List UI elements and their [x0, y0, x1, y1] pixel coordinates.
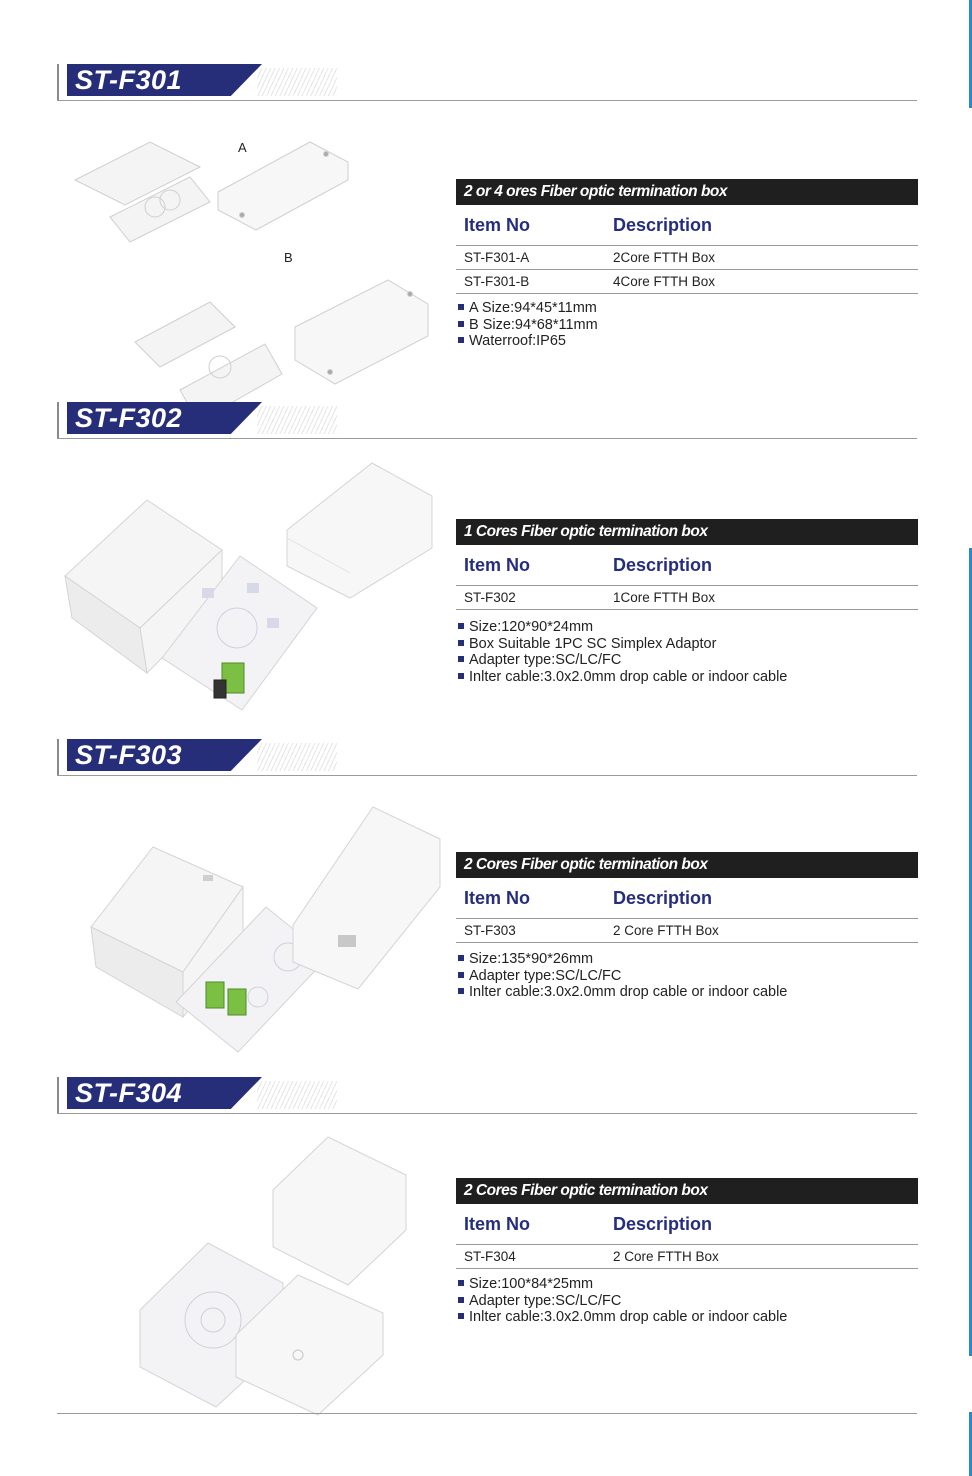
list-item: Size:100*84*25mm: [456, 1276, 787, 1293]
bullet-square-icon: [458, 673, 464, 679]
list-item: Size:120*90*24mm: [456, 619, 787, 636]
column-header-item-no: Item No: [464, 1214, 531, 1234]
product-title-band: [456, 179, 918, 205]
list-item: A Size:94*45*11mm: [456, 300, 598, 317]
product-image-st-f304: [138, 1135, 388, 1415]
list-item: Box Suitable 1PC SC Simplex Adaptor: [456, 636, 787, 653]
table-header-row: [456, 545, 918, 586]
product-image-st-f301: [70, 122, 430, 392]
column-header-description: Description: [613, 555, 713, 575]
description-cell: 2Core FTTH Box: [613, 250, 716, 265]
list-item: Inlter cable:3.0x2.0mm drop cable or indoor cable: [456, 669, 787, 686]
product-title: 1 Cores Fiber optic termination box: [464, 523, 708, 540]
description-cell: 2 Core FTTH Box: [613, 1249, 719, 1264]
header-vertical-rule: [57, 1077, 59, 1113]
section-st-f301: [0, 62, 972, 392]
bullet-square-icon: [458, 656, 464, 662]
bullet-square-icon: [458, 972, 464, 978]
box-closed: [293, 807, 440, 989]
item-no-cell: ST-F303: [464, 923, 516, 938]
section-st-f304: [0, 1075, 972, 1410]
bullet-square-icon: [458, 1280, 464, 1286]
list-item: B Size:94*68*11mm: [456, 317, 598, 334]
item-no-cell: ST-F304: [464, 1249, 516, 1264]
model-code: ST-F302: [75, 403, 183, 433]
spec-table: [456, 1204, 918, 1269]
header-rule: [57, 438, 917, 439]
header-rule: [57, 100, 917, 101]
bullet-square-icon: [458, 304, 464, 310]
box-closed: [287, 463, 432, 598]
item-no-cell: ST-F302: [464, 590, 516, 605]
section-header: [57, 62, 917, 102]
section-st-f302: [0, 400, 972, 720]
column-header-item-no: Item No: [464, 888, 531, 908]
bullet-square-icon: [458, 1313, 464, 1319]
spec-bullet-list: [456, 1276, 787, 1326]
table-row: [456, 246, 918, 270]
description-cell: 2 Core FTTH Box: [613, 923, 719, 938]
box-a-closed: [218, 142, 348, 230]
table-header-row: [456, 878, 918, 919]
table-row: [456, 1245, 918, 1269]
header-rule: [57, 1113, 917, 1114]
table-row: [456, 586, 918, 610]
section-header: [57, 1075, 917, 1115]
header-hatch-decoration: [257, 1081, 337, 1109]
list-item: Size:135*90*26mm: [456, 951, 787, 968]
column-header-item-no: Item No: [464, 555, 531, 575]
product-title-band: [456, 519, 918, 545]
product-title: 2 Cores Fiber optic termination box: [464, 1182, 708, 1199]
model-code: ST-F301: [75, 65, 183, 95]
section-header: [57, 400, 917, 440]
column-header-description: Description: [613, 1214, 713, 1234]
variant-label-b: B: [284, 250, 293, 265]
description-cell: 1Core FTTH Box: [613, 590, 716, 605]
variant-label-a: A: [238, 140, 247, 155]
bullet-square-icon: [458, 955, 464, 961]
box-b-closed: [295, 280, 428, 384]
column-header-description: Description: [613, 215, 713, 235]
table-row: [456, 919, 918, 943]
product-title-band: [456, 1178, 918, 1204]
header-hatch-decoration: [257, 68, 337, 96]
column-header-description: Description: [613, 888, 713, 908]
header-vertical-rule: [57, 402, 59, 438]
list-item: Adapter type:SC/LC/FC: [456, 1293, 787, 1310]
model-code: ST-F304: [75, 1078, 183, 1108]
header-vertical-rule: [57, 739, 59, 775]
list-item: Adapter type:SC/LC/FC: [456, 652, 787, 669]
table-row: [456, 270, 918, 294]
header-vertical-rule: [57, 64, 59, 100]
header-hatch-decoration: [257, 406, 337, 434]
product-title: 2 Cores Fiber optic termination box: [464, 856, 708, 873]
bullet-square-icon: [458, 1297, 464, 1303]
box-a-base-parts: [75, 142, 210, 242]
spec-table: [456, 545, 918, 610]
spec-bullet-list: [456, 300, 598, 350]
header-hatch-decoration: [257, 743, 337, 771]
bullet-square-icon: [458, 623, 464, 629]
bullet-square-icon: [458, 321, 464, 327]
spec-table: [456, 205, 918, 294]
list-item: Inlter cable:3.0x2.0mm drop cable or indoor cable: [456, 984, 787, 1001]
column-header-item-no: Item No: [464, 215, 531, 235]
product-image-st-f303: [88, 807, 444, 1057]
section-header: [57, 737, 917, 777]
table-header-row: [456, 205, 918, 246]
spec-bullet-list: [456, 951, 787, 1001]
spec-table: [456, 878, 918, 943]
product-image-st-f302: [62, 458, 434, 713]
product-title: 2 or 4 ores Fiber optic termination box: [464, 183, 727, 200]
bullet-square-icon: [458, 988, 464, 994]
table-header-row: [456, 1204, 918, 1245]
list-item: Adapter type:SC/LC/FC: [456, 968, 787, 985]
list-item: Inlter cable:3.0x2.0mm drop cable or indoor cable: [456, 1309, 787, 1326]
description-cell: 4Core FTTH Box: [613, 274, 716, 289]
header-rule: [57, 775, 917, 776]
product-title-band: [456, 852, 918, 878]
spec-bullet-list: [456, 619, 787, 685]
list-item: Waterroof:IP65: [456, 333, 598, 350]
section-st-f303: [0, 737, 972, 1057]
model-code: ST-F303: [75, 740, 183, 770]
item-no-cell: ST-F301-B: [464, 274, 530, 289]
page-bottom-rule: [57, 1413, 917, 1414]
bullet-square-icon: [458, 640, 464, 646]
item-no-cell: ST-F301-A: [464, 250, 530, 265]
bullet-square-icon: [458, 337, 464, 343]
box-closed-top: [273, 1137, 406, 1285]
